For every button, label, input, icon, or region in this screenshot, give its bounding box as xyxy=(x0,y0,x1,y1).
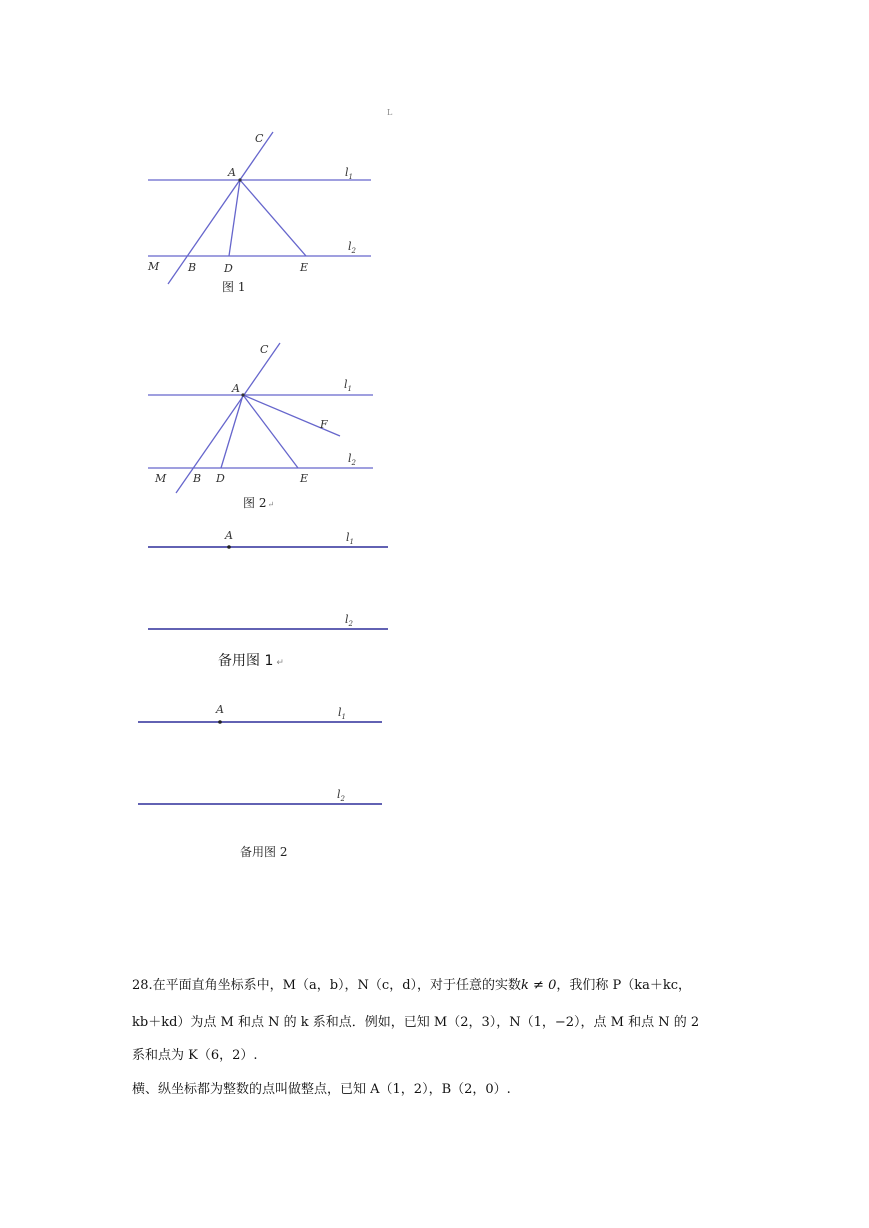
label-a: A xyxy=(225,529,233,542)
point-a xyxy=(241,393,244,396)
point-a xyxy=(218,720,222,724)
line-bc xyxy=(176,343,280,493)
point-a xyxy=(238,178,241,181)
label-l2: $l_2$ xyxy=(348,240,356,255)
label-a: A xyxy=(232,382,240,395)
label-m: M xyxy=(148,260,160,273)
label-l1: $l_1$ xyxy=(346,531,354,546)
label-e: E xyxy=(300,472,309,485)
label-c: C xyxy=(255,132,264,145)
problem-line-1 xyxy=(132,978,772,994)
stray-mark: L xyxy=(387,108,393,117)
label-c: C xyxy=(260,343,269,356)
spare-figure-1-caption: 备用图 1 ↵ xyxy=(218,653,284,669)
label-l2: $l_2$ xyxy=(348,452,356,467)
label-f: F xyxy=(320,418,328,431)
label-b: B xyxy=(193,472,202,485)
label-b: B xyxy=(188,261,197,274)
spare-figure-2-caption: 备用图 2 xyxy=(240,845,288,859)
label-m: M xyxy=(155,472,167,485)
label-l1: $l_1$ xyxy=(344,378,352,393)
segment-ae xyxy=(240,180,306,256)
spare-figure-2 xyxy=(138,703,382,859)
problem-line-2: kb＋kd）为点 M 和点 N 的 k 系和点．例如，已知 M（2，3），N（1，−2），点 M 和点 N 的 2 xyxy=(132,1015,700,1030)
figure-2-caption: 图 2↵ xyxy=(243,496,275,510)
label-d: D xyxy=(216,472,225,485)
label-l2: $l_2$ xyxy=(345,613,353,628)
k-condition: k ≠ 0 xyxy=(521,978,557,993)
problem-intro: 28.在平面直角坐标系中，M（a，b），N（c，d），对于任意的实数 xyxy=(132,978,522,993)
label-d: D xyxy=(224,262,233,275)
segment-ad xyxy=(221,395,243,468)
label-l1: $l_1$ xyxy=(338,706,346,721)
label-e: E xyxy=(300,261,309,274)
figure-1 xyxy=(147,132,371,294)
problem-line-3: 系和点为 K（6，2）. xyxy=(132,1048,258,1063)
point-a xyxy=(227,545,231,549)
line-bc xyxy=(168,132,273,284)
label-a: A xyxy=(216,703,224,716)
label-l1: $l_1$ xyxy=(345,166,353,181)
label-a: A xyxy=(228,166,236,179)
figure-1-caption: 图 1 xyxy=(222,280,246,294)
problem-line-4: 横、纵坐标都为整数的点叫做整点，已知 A（1，2），B（2，0）. xyxy=(132,1082,511,1097)
spare-figure-1 xyxy=(148,529,388,669)
label-l2: $l_2$ xyxy=(337,788,345,803)
figure-2 xyxy=(148,343,373,510)
problem-intro-end: ，我们称 P（ka＋kc， xyxy=(556,978,692,993)
segment-ad xyxy=(229,180,240,256)
